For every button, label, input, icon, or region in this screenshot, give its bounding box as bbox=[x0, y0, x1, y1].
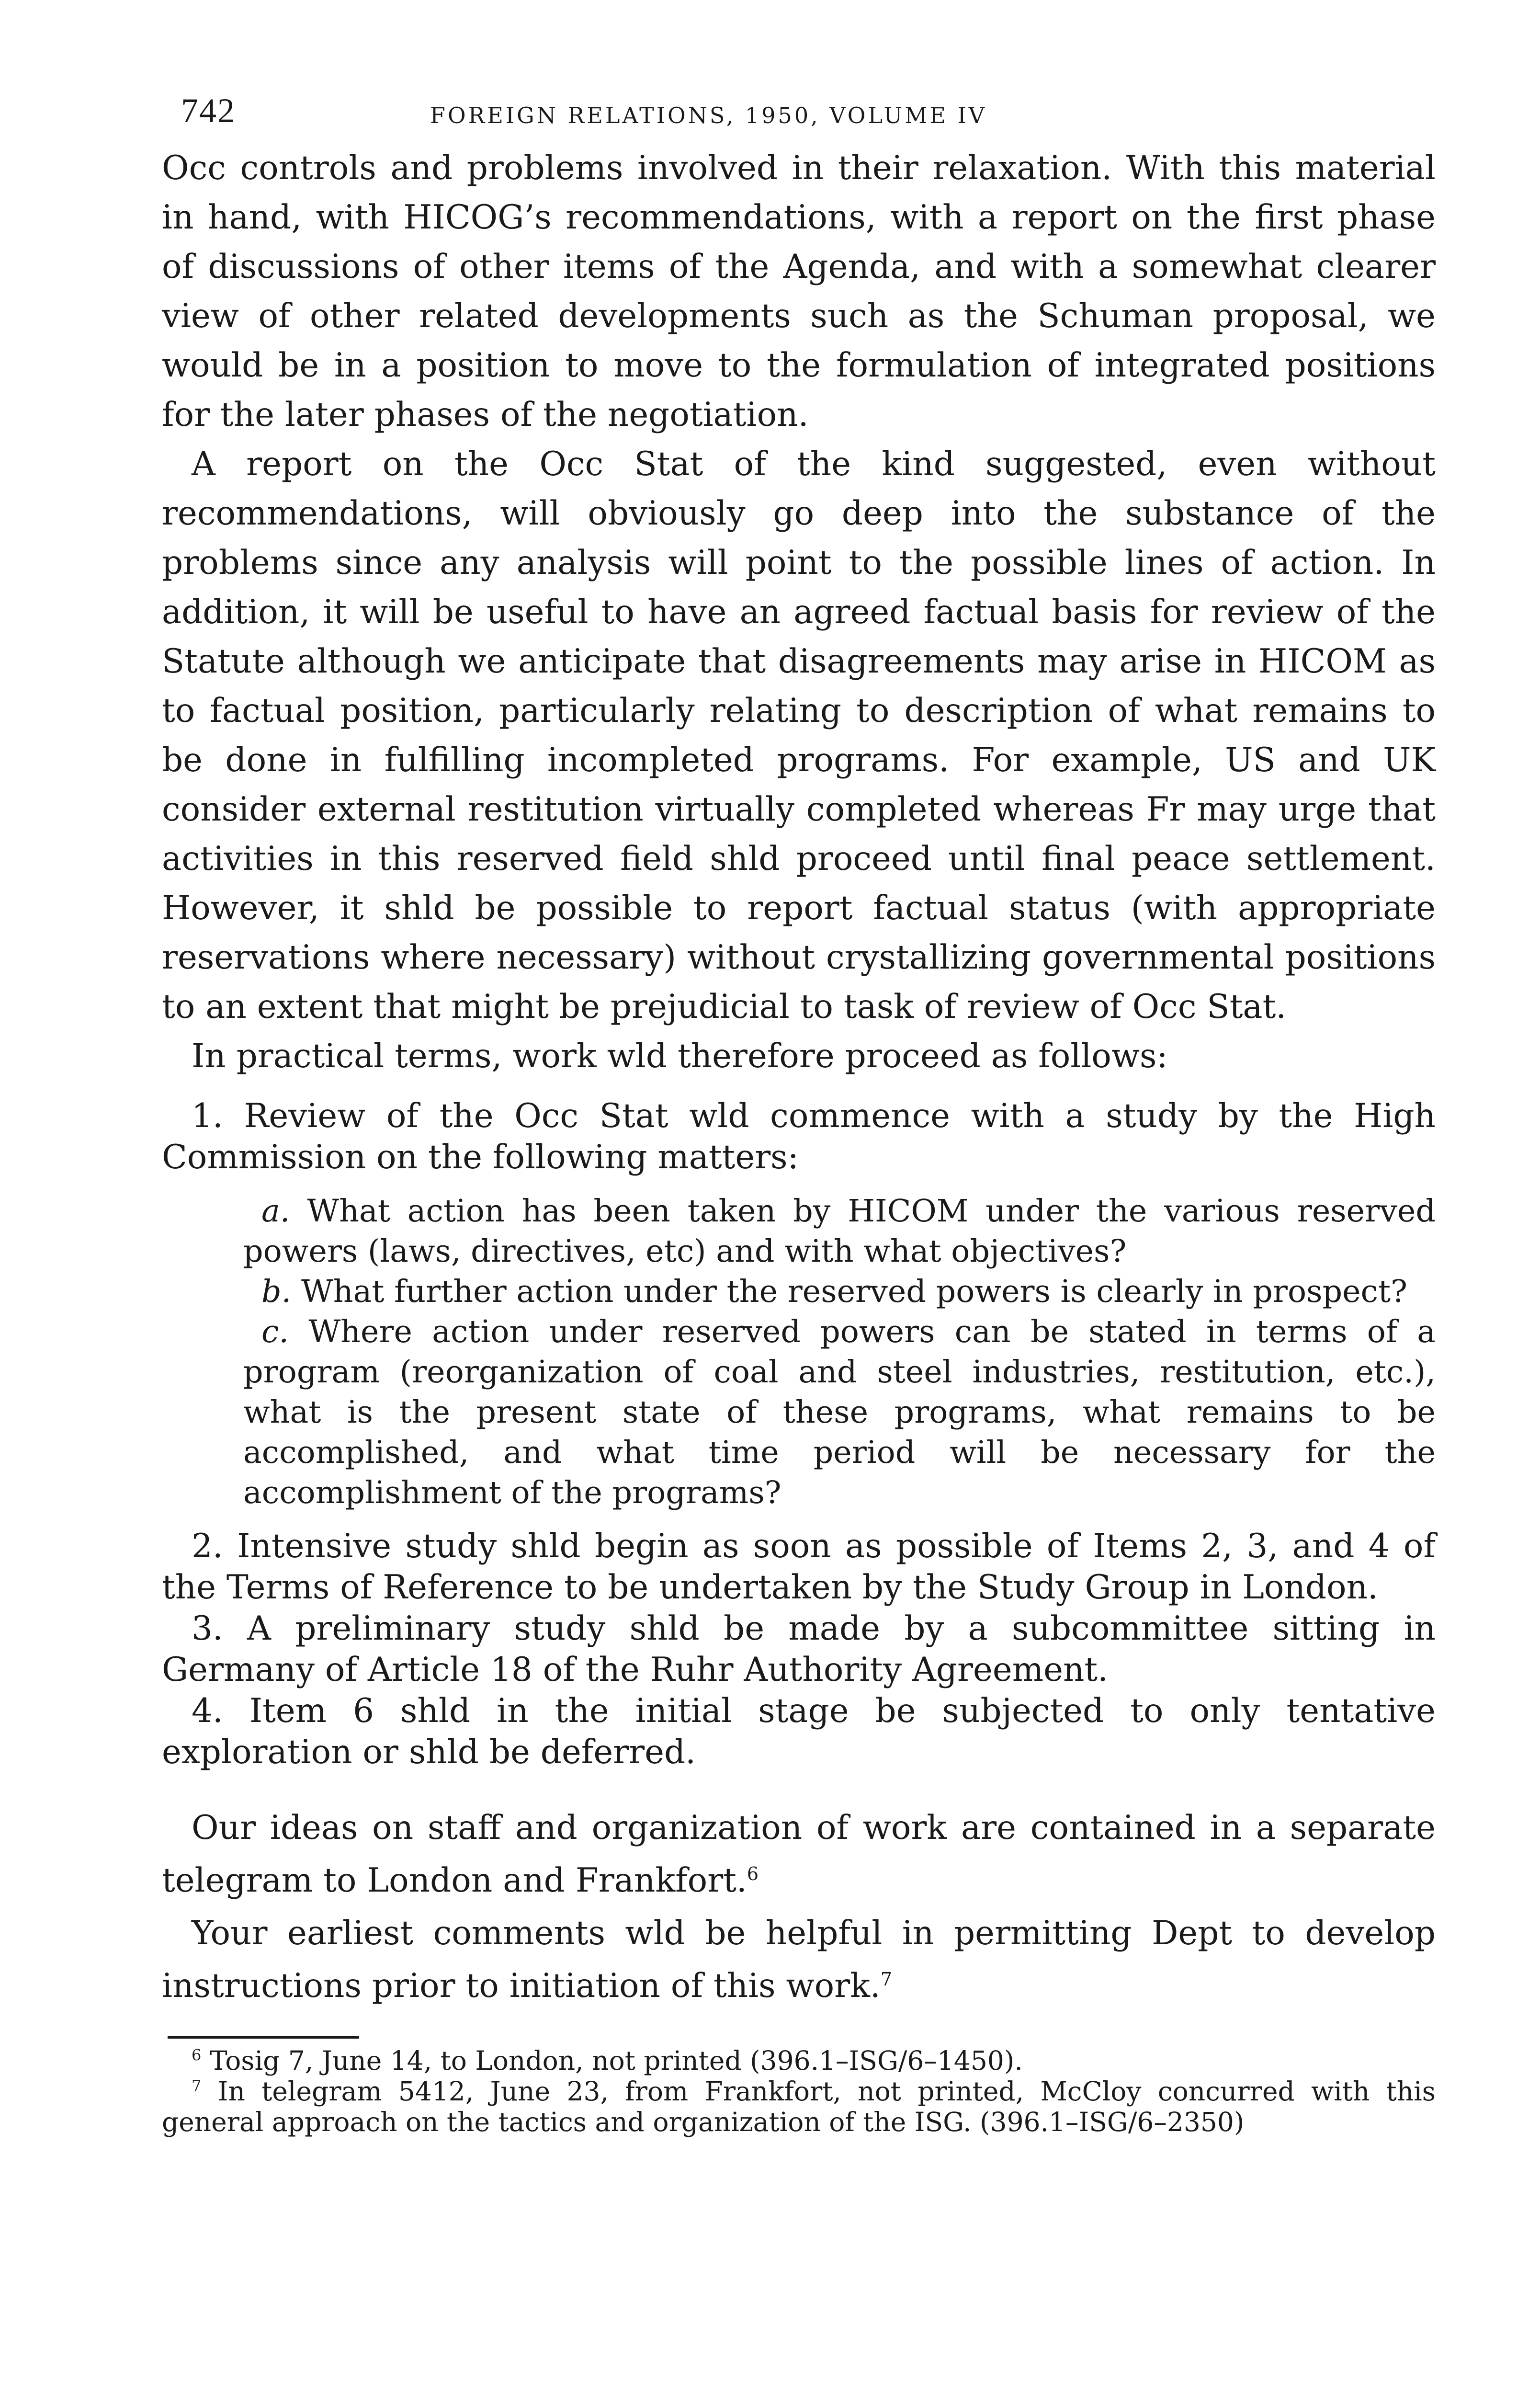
list-item: 2. Intensive study shld begin as soon as possible of Items 2, 3, and 4 of the Terms of Reference to be undertaken by the Study Group in London. bbox=[162, 1527, 1436, 1607]
document-page bbox=[162, 91, 1436, 2137]
footnotes bbox=[162, 2045, 1436, 2137]
footnote bbox=[162, 2076, 1436, 2137]
page-number: 742 bbox=[181, 91, 236, 130]
sublist-text: What action has been taken by HICOM under the various reserved powers (laws, directives, etc) and with what objectives? bbox=[243, 1193, 1436, 1269]
lettered-sublist bbox=[243, 1191, 1436, 1513]
list-item: 1. Review of the Occ Stat wld commence with a study by the High Commission on the following matters: bbox=[162, 1097, 1436, 1176]
page-header bbox=[162, 91, 1436, 144]
paragraph: Occ controls and problems involved in their relaxation. With this material in hand, with HICOG’s recommendations, with a report on the first phase of discussions of other items of the Agenda, and with a somewhat clearer view of other related developments such as the Schuman proposal, we would be in a position to move to the formulation of integrated positions for the later phases of the negotiation. bbox=[162, 149, 1436, 434]
sublist-item bbox=[243, 1272, 1436, 1312]
body-text bbox=[162, 144, 1436, 1081]
paragraph: A report on the Occ Stat of the kind suggested, even without recommendations, will obviously go deep into the substance of the problems since any analysis will point to the possible lines of action. In addition, it will be useful to have an agreed factual basis for review of the Statute although we anticipate that disagreements may arise in HICOM as to factual position, particularly relating to description of what remains to be done in fulfilling incompleted programs. For example, US and UK consider external restitution virtually completed whereas Fr may urge that activities in this reserved field shld proceed until final peace settlement. However, it shld be possible to report factual status (with appropriate reservations where necessary) without crystallizing governmental positions to an extent that might be prejudicial to task of review of Occ Stat. bbox=[162, 445, 1436, 1026]
footnote-mark: 6 bbox=[192, 2046, 202, 2064]
footnote-divider bbox=[168, 2036, 359, 2039]
spacer bbox=[162, 1773, 1436, 1802]
paragraph bbox=[162, 1802, 1436, 1907]
footnote-mark: 7 bbox=[192, 2076, 202, 2095]
footnote-text: In telegram 5412, June 23, from Frankfort, not printed, McCloy concurred with this general approach on the tactics and organization of the ISG. (396.1–ISG/6–2350) bbox=[162, 2076, 1436, 2137]
closing-text bbox=[162, 1802, 1436, 2012]
sublist-letter: c. bbox=[261, 1314, 289, 1350]
running-head: FOREIGN RELATIONS, 1950, VOLUME IV bbox=[430, 103, 987, 128]
footnote-ref: 7 bbox=[880, 1969, 893, 1990]
paragraph-text: Our ideas on staff and organization of work are contained in a separate telegram to London and Frankfort. bbox=[162, 1809, 1436, 1900]
sublist-letter: a. bbox=[261, 1193, 290, 1229]
sublist-text: What further action under the reserved powers is clearly in prospect? bbox=[291, 1274, 1407, 1310]
sublist-letter: b. bbox=[261, 1274, 292, 1310]
paragraph-text: Your earliest comments wld be helpful in permitting Dept to develop instructions prior to initiation of this work. bbox=[162, 1914, 1436, 2005]
numbered-list bbox=[162, 1095, 1436, 1773]
sublist-item bbox=[243, 1191, 1436, 1272]
footnote-text: Tosig 7, June 14, to London, not printed (396.1–ISG/6–1450). bbox=[201, 2045, 1023, 2076]
paragraph bbox=[162, 1907, 1436, 2012]
footnote bbox=[162, 2045, 1436, 2076]
list-item: 4. Item 6 shld in the initial stage be subjected to only tentative exploration or shld be deferred. bbox=[162, 1692, 1436, 1771]
sublist-text: Where action under reserved powers can be stated in terms of a program (reorganization of coal and steel industries, restitution, etc.), what is the present state of these programs, what remains to be accomplished, and what time period will be necessary for the accomplishment of the programs? bbox=[243, 1314, 1436, 1511]
footnote-ref: 6 bbox=[747, 1863, 759, 1884]
list-item: 3. A preliminary study shld be made by a subcommittee sitting in Germany of Article 18 of the Ruhr Authority Agreement. bbox=[162, 1609, 1436, 1689]
paragraph: In practical terms, work wld therefore proceed as follows: bbox=[192, 1037, 1168, 1075]
sublist-item bbox=[243, 1312, 1436, 1513]
